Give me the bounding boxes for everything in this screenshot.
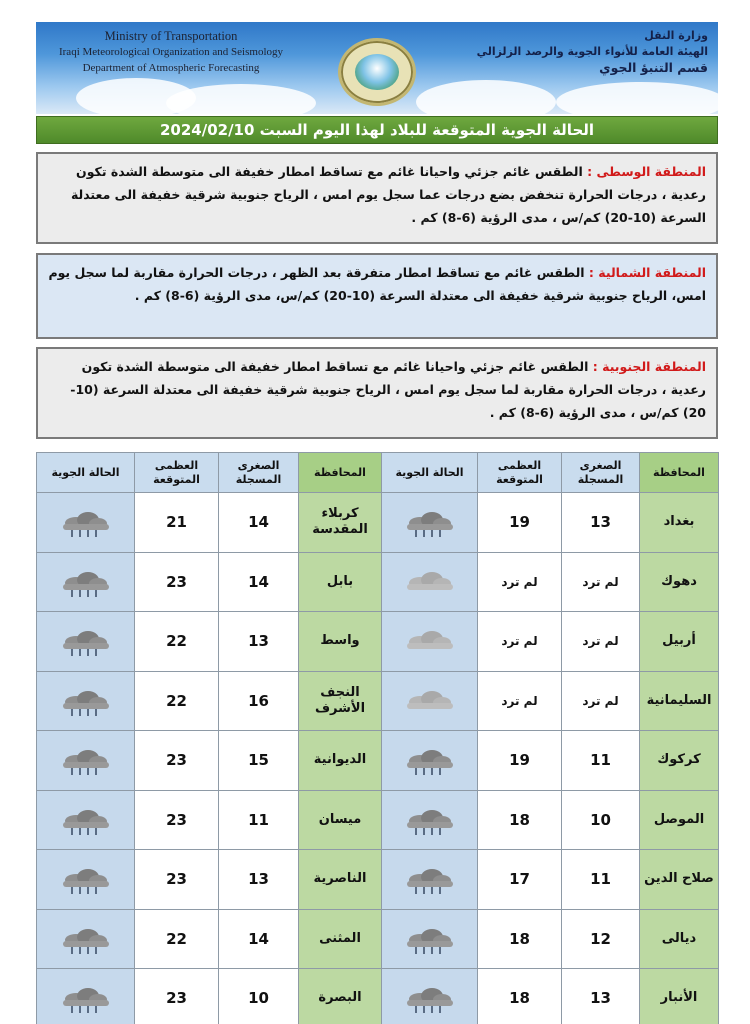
table-row bbox=[37, 731, 719, 791]
governorate-name: الأنبار bbox=[640, 969, 719, 1024]
max-expected-value: 18 bbox=[478, 969, 562, 1024]
cloud-decoration bbox=[416, 80, 556, 114]
header-max-expected: العظمى المتوقعة bbox=[478, 453, 562, 493]
table-row bbox=[37, 671, 719, 731]
weather-cell bbox=[37, 969, 135, 1024]
region-name: المنطقة الجنوبية : bbox=[592, 359, 706, 374]
min-recorded-value: 11 bbox=[219, 790, 299, 850]
rain-cloud-icon bbox=[59, 689, 113, 713]
max-expected-value: لم ترد bbox=[478, 552, 562, 612]
min-recorded-value: لم ترد bbox=[562, 552, 640, 612]
max-expected-value: 23 bbox=[135, 552, 219, 612]
table-header-row bbox=[37, 453, 719, 493]
min-recorded-value: 13 bbox=[219, 850, 299, 910]
weather-cell bbox=[382, 731, 478, 791]
max-expected-value: لم ترد bbox=[478, 612, 562, 672]
max-expected-value: 22 bbox=[135, 909, 219, 969]
min-recorded-value: 11 bbox=[562, 850, 640, 910]
cloud-decoration bbox=[166, 84, 316, 114]
rain-cloud-icon bbox=[403, 510, 457, 534]
cloudy-icon bbox=[403, 689, 457, 713]
min-recorded-value: 11 bbox=[562, 731, 640, 791]
ministry-name-en: Ministry of Transportation bbox=[104, 29, 238, 43]
rain-cloud-icon bbox=[403, 808, 457, 832]
max-expected-value: 22 bbox=[135, 671, 219, 731]
max-expected-value: لم ترد bbox=[478, 671, 562, 731]
organization-logo bbox=[338, 38, 416, 106]
rain-cloud-icon bbox=[59, 570, 113, 594]
weather-cell bbox=[37, 671, 135, 731]
min-recorded-value: لم ترد bbox=[562, 612, 640, 672]
header-governorate: المحافظة bbox=[299, 453, 382, 493]
header-min-recorded: الصغرى المسجلة bbox=[562, 453, 640, 493]
weather-cell bbox=[382, 493, 478, 553]
governorate-name: صلاح الدين bbox=[640, 850, 719, 910]
table-row bbox=[37, 552, 719, 612]
ministry-english bbox=[46, 28, 296, 76]
max-expected-value: 17 bbox=[478, 850, 562, 910]
table-row bbox=[37, 909, 719, 969]
table-row bbox=[37, 850, 719, 910]
ministry-arabic bbox=[468, 28, 708, 76]
rain-cloud-icon bbox=[59, 510, 113, 534]
governorate-name: السليمانية bbox=[640, 671, 719, 731]
governorate-name: الناصرية bbox=[299, 850, 382, 910]
min-recorded-value: 10 bbox=[219, 969, 299, 1024]
max-expected-value: 23 bbox=[135, 790, 219, 850]
weather-cell bbox=[382, 850, 478, 910]
cloudy-icon bbox=[403, 629, 457, 653]
min-recorded-value: 15 bbox=[219, 731, 299, 791]
weather-cell bbox=[37, 493, 135, 553]
min-recorded-value: 16 bbox=[219, 671, 299, 731]
ministry-name-ar: وزارة النقل bbox=[644, 29, 708, 42]
cloud-decoration bbox=[556, 82, 718, 114]
table-row bbox=[37, 969, 719, 1024]
governorate-name: الموصل bbox=[640, 790, 719, 850]
governorate-name: كربلاء المقدسة bbox=[299, 493, 382, 553]
forecast-table bbox=[36, 452, 719, 1024]
department-name-en: Department of Atmospheric Forecasting bbox=[82, 62, 260, 74]
min-recorded-value: 14 bbox=[219, 909, 299, 969]
organization-name-ar: الهيئة العامة للأنواء الجوية والرصد الزلزالي bbox=[476, 45, 708, 58]
governorate-name: واسط bbox=[299, 612, 382, 672]
header-min-recorded: الصغرى المسجلة bbox=[219, 453, 299, 493]
rain-cloud-icon bbox=[403, 927, 457, 951]
rain-cloud-icon bbox=[403, 986, 457, 1010]
min-recorded-value: 13 bbox=[562, 493, 640, 553]
header-weather: الحالة الجوية bbox=[37, 453, 135, 493]
organization-name-en: Iraqi Meteorological Organization and Seismology bbox=[58, 46, 284, 58]
weather-cell bbox=[382, 671, 478, 731]
governorate-name: بابل bbox=[299, 552, 382, 612]
max-expected-value: 19 bbox=[478, 731, 562, 791]
max-expected-value: 22 bbox=[135, 612, 219, 672]
rain-cloud-icon bbox=[59, 808, 113, 832]
region-north bbox=[36, 253, 718, 339]
max-expected-value: 21 bbox=[135, 493, 219, 553]
rain-cloud-icon bbox=[59, 986, 113, 1010]
min-recorded-value: 14 bbox=[219, 493, 299, 553]
governorate-name: بغداد bbox=[640, 493, 719, 553]
min-recorded-value: 10 bbox=[562, 790, 640, 850]
weather-cell bbox=[382, 909, 478, 969]
weather-cell bbox=[37, 909, 135, 969]
region-name: المنطقة الوسطى : bbox=[587, 164, 706, 179]
weather-cell bbox=[37, 731, 135, 791]
cloudy-icon bbox=[403, 570, 457, 594]
governorate-name: الديوانية bbox=[299, 731, 382, 791]
governorate-name: ديالى bbox=[640, 909, 719, 969]
weather-cell bbox=[382, 612, 478, 672]
max-expected-value: 23 bbox=[135, 731, 219, 791]
table-row bbox=[37, 612, 719, 672]
region-text: الطقس غائم مع تساقط امطار متفرقة بعد الظهر ، درجات الحرارة مقاربة لما سجل يوم امس، الرياح جنوبية شرقية خفيفة الى معتدلة السرعة (10-20) كم/س، مدى الرؤية (6-8) كم . bbox=[48, 265, 706, 303]
rain-cloud-icon bbox=[59, 748, 113, 772]
region-name: المنطقة الشمالية : bbox=[588, 265, 706, 280]
table-row bbox=[37, 493, 719, 553]
rain-cloud-icon bbox=[403, 748, 457, 772]
governorate-name: المثنى bbox=[299, 909, 382, 969]
governorate-name: النجف الأشرف bbox=[299, 671, 382, 731]
region-south bbox=[36, 347, 718, 439]
min-recorded-value: 13 bbox=[562, 969, 640, 1024]
table-row bbox=[37, 790, 719, 850]
governorate-name: دهوك bbox=[640, 552, 719, 612]
header-weather: الحالة الجوية bbox=[382, 453, 478, 493]
max-expected-value: 23 bbox=[135, 850, 219, 910]
governorate-name: كركوك bbox=[640, 731, 719, 791]
weather-cell bbox=[382, 552, 478, 612]
weather-cell bbox=[37, 552, 135, 612]
max-expected-value: 18 bbox=[478, 790, 562, 850]
department-name-ar: قسم التنبؤ الجوي bbox=[599, 60, 708, 75]
weather-cell bbox=[382, 790, 478, 850]
header-governorate: المحافظة bbox=[640, 453, 719, 493]
weather-cell bbox=[37, 612, 135, 672]
governorate-name: البصرة bbox=[299, 969, 382, 1024]
header-banner bbox=[36, 22, 718, 114]
weather-cell bbox=[37, 850, 135, 910]
min-recorded-value: 12 bbox=[562, 909, 640, 969]
max-expected-value: 19 bbox=[478, 493, 562, 553]
region-central bbox=[36, 152, 718, 244]
min-recorded-value: لم ترد bbox=[562, 671, 640, 731]
max-expected-value: 18 bbox=[478, 909, 562, 969]
weather-cell bbox=[382, 969, 478, 1024]
max-expected-value: 23 bbox=[135, 969, 219, 1024]
rain-cloud-icon bbox=[59, 629, 113, 653]
region-text: الطقس غائم جزئي واحيانا غائم مع تساقط امطار خفيفة الى متوسطة الشدة تكون رعدية ، درجات الحرارة تنخفض بضع درجات عما سجل يوم امس ، الرياح جنوبية شرقية خفيفة الى معتدلة السرعة (10-20) كم/س ، مدى الرؤية (6-8) كم . bbox=[70, 164, 706, 225]
header-max-expected: العظمى المتوقعة bbox=[135, 453, 219, 493]
rain-cloud-icon bbox=[59, 867, 113, 891]
governorate-name: ميسان bbox=[299, 790, 382, 850]
min-recorded-value: 14 bbox=[219, 552, 299, 612]
weather-cell bbox=[37, 790, 135, 850]
rain-cloud-icon bbox=[59, 927, 113, 951]
governorate-name: أربيل bbox=[640, 612, 719, 672]
region-text: الطقس غائم جزئي واحيانا غائم مع تساقط امطار خفيفة الى متوسطة الشدة تكون رعدية ، درجات الحرارة مقاربة لما سجل يوم امس ، الرياح جنوبية شرقية خفيفة الى معتدلة السرعة (10-20) كم/س ، مدى الرؤية (6-8) كم . bbox=[70, 359, 706, 420]
rain-cloud-icon bbox=[403, 867, 457, 891]
min-recorded-value: 13 bbox=[219, 612, 299, 672]
forecast-title: الحالة الجوية المتوقعة للبلاد لهذا اليوم السبت 2024/02/10 bbox=[36, 116, 718, 144]
